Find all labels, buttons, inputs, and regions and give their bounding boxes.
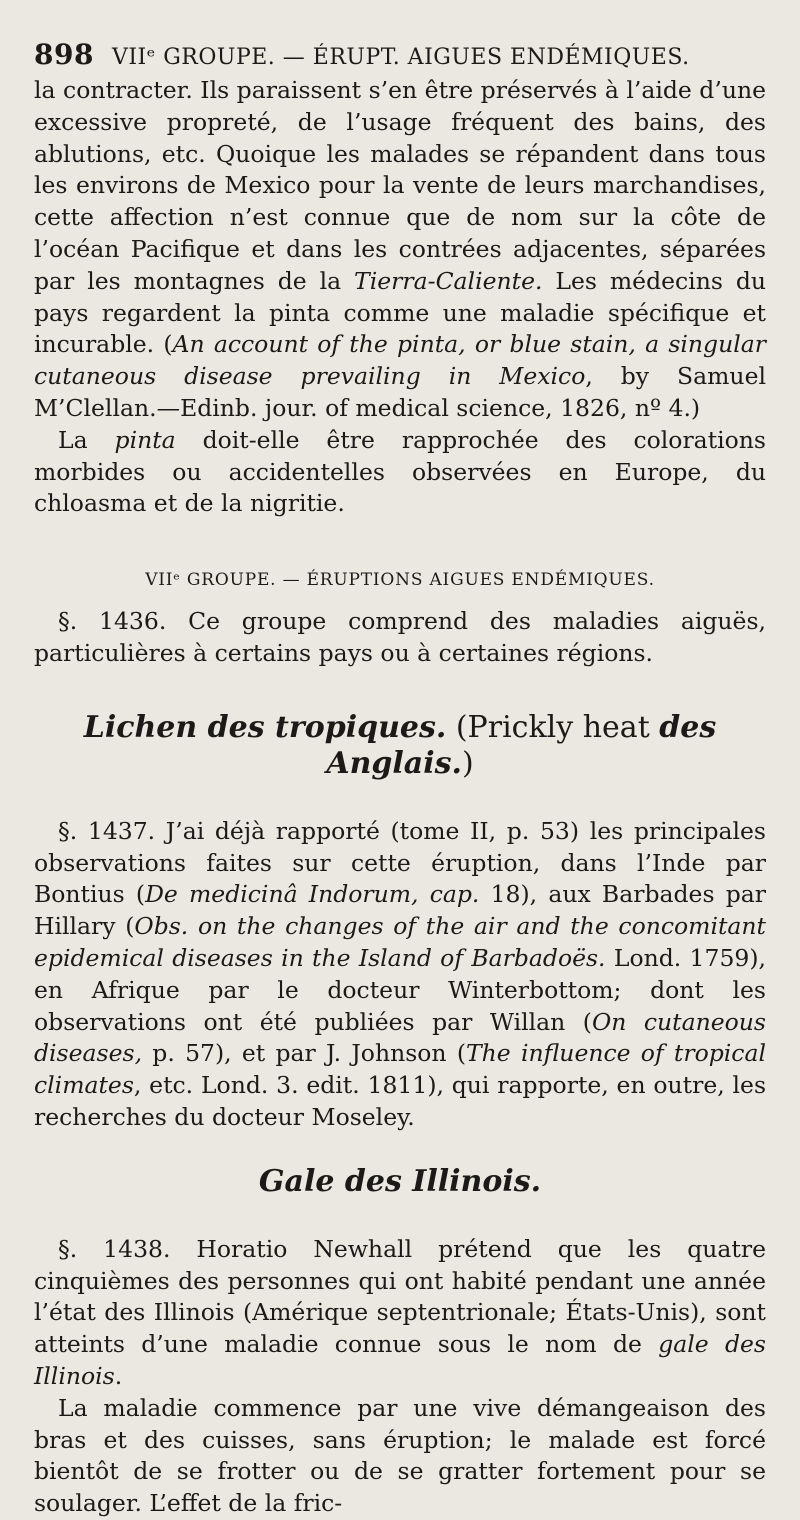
paragraph-1436: §. 1436. Ce groupe comprend des maladies aiguës, particulières à certains pays ou à certaines régions. xyxy=(34,607,766,667)
article-title-lichen: Lichen des tropiques. (Prickly heat des Anglais.) xyxy=(83,709,717,781)
paragraph-pinta-question: La pinta doit-elle être rapprochée des colorations morbides ou accidentelles observées en Europe, du chloasma et de la nigritie. xyxy=(34,425,766,518)
section-heading: VIIᵉ GROUPE. — ÉRUPTIONS AIGUES ENDÉMIQUES. xyxy=(145,570,655,591)
article-title-gale: Gale des Illinois. xyxy=(258,1163,542,1199)
paragraph-1438: §. 1438. Horatio Newhall prétend que les quatre cinquièmes des personnes qui ont habité pendant une année l’état des Illinois (Amérique septentrionale; États-Unis), sont atteints d’une maladie connue sous le nom de gale des Illinois. xyxy=(34,1234,766,1390)
paragraph-pinta-continuation: la contracter. Ils paraissent s’en être préservés à l’aide d’une excessive propreté, de l’usage fréquent des bains, des ablutions, etc. Quoique les malades se répandent dans tous les environs de Mexico pour la vente de leurs marchandises, cette affection n’est connue que de nom sur la côte de l’océan Pacifique et dans les contrées adjacentes, séparées par les montagnes de la Tierra-Caliente. Les médecins du pays regardent la pinta comme une maladie spécifique et incurable. (An account of the pinta, or blue stain, a singular cutaneous disease prevailing in Mexico, by Samuel M’Clellan.—Edinb. jour. of medical science, 1826, nº 4.) xyxy=(34,76,766,422)
running-head xyxy=(34,38,766,71)
running-head-title: VIIᵉ GROUPE. — ÉRUPT. AIGUES ENDÉMIQUES. xyxy=(111,45,690,70)
paragraph-symptoms: La maladie commence par une vive démangeaison des bras et des cuisses, sans éruption; le malade est forcé bientôt de se frotter ou de se gratter fortement pour se soulager. L’effet de la fric- xyxy=(34,1393,766,1518)
page-number: 898 xyxy=(34,38,94,71)
paragraph-1437: §. 1437. J’ai déjà rapporté (tome II, p. 53) les principales observations faites sur cette éruption, dans l’Inde par Bontius (De medicinâ Indorum, cap. 18), aux Barbades par Hillary (Obs. on the changes of the air and the concomitant epidemical diseases in the Island of Barbadoës. Lond. 1759), en Afrique par le docteur Winterbottom; dont les observations ont été publiées par Willan (On cutaneous diseases, p. 57), et par J. Johnson (The influence of tropical climates, etc. Lond. 3. edit. 1811), qui rapporte, en outre, les recherches du docteur Moseley. xyxy=(34,816,766,1131)
